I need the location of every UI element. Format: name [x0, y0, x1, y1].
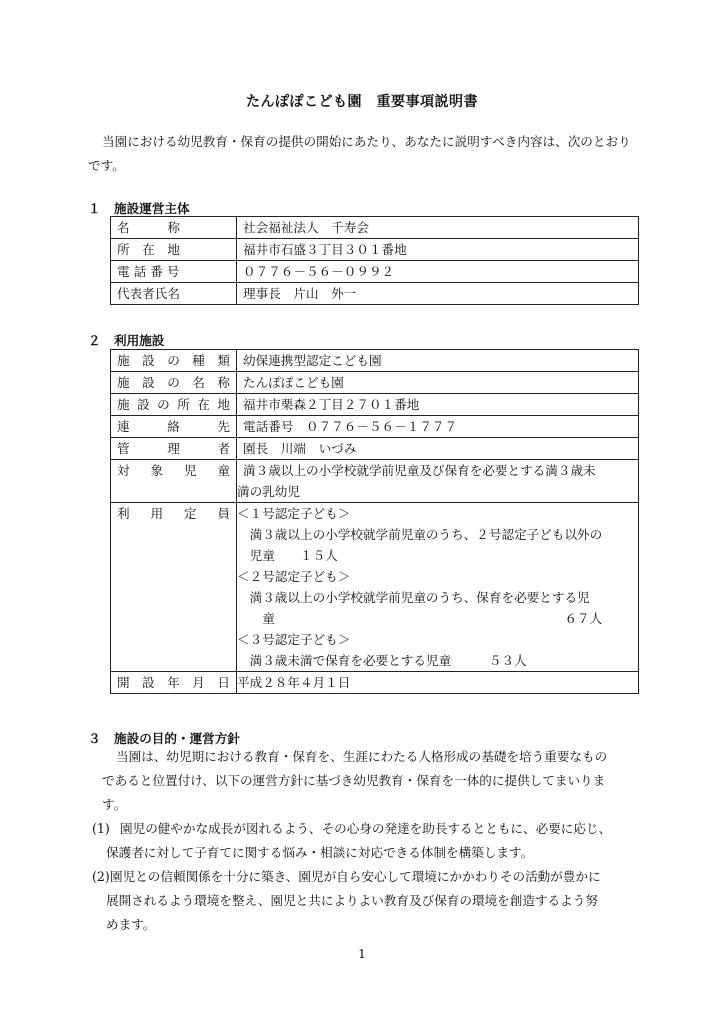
- table-row: [111, 239, 639, 261]
- policy-item-text: 展開されるよう環境を整え、園児と共によりよい教育及び保育の環境を創造するよう努: [106, 893, 598, 908]
- section3-intro-line: 当園は、幼児期における教育・保育を、生涯にわたる人格形成の基礎を培う重要なもの: [116, 749, 608, 764]
- facility-address-label: 施 設 の 所 在 地: [117, 397, 230, 412]
- policy-item-marker: (2): [92, 869, 110, 884]
- capacity-label: 利 用 定 員: [117, 506, 230, 521]
- capacity-value: [237, 503, 639, 672]
- representative-value: 理事長 片山 外一: [237, 283, 639, 305]
- target-children-line: 満の乳幼児: [237, 484, 300, 499]
- facility-name-value: たんぽぽこども園: [237, 372, 639, 394]
- section3-intro-line: す。: [102, 797, 127, 812]
- capacity-line: ＜３号認定子ども＞: [237, 632, 351, 647]
- section2-heading: [88, 330, 164, 349]
- operator-name-label: 名 称: [111, 217, 237, 239]
- section1-number: １: [88, 201, 101, 216]
- table-row: [111, 438, 639, 460]
- table-row: [111, 503, 639, 672]
- policy-item-text: 園児との信頼関係を十分に築き、園児が自ら安心して環境にかかわりその活動が豊かに: [110, 869, 601, 884]
- facility-table: [110, 349, 639, 694]
- section1-heading: [88, 198, 190, 217]
- section1-title: 施設運営主体: [114, 201, 190, 216]
- target-children-label: 対 象 児 童: [117, 463, 230, 478]
- policy-item-1: [92, 817, 642, 865]
- policy-item-text: めます。: [106, 917, 156, 932]
- operator-address-label: 所 在 地: [111, 239, 237, 261]
- section3-intro: [102, 745, 642, 817]
- intro-paragraph: 当園における幼児教育・保育の提供の開始にあたり、あなたに説明すべき内容は、次のとおりです。: [88, 134, 631, 173]
- table-row: [111, 672, 639, 694]
- manager-label: 管 理 者: [117, 441, 230, 456]
- table-row: [111, 416, 639, 438]
- capacity-line: ＜１号認定子ども＞: [237, 506, 351, 521]
- target-children-value: [237, 460, 639, 503]
- facility-name-label: 施 設 の 名 称: [117, 375, 230, 390]
- opening-date-label: 開 設 年 月 日: [117, 675, 230, 690]
- operator-name-value: 社会福祉法人 千寿会: [237, 217, 639, 239]
- contact-value: 電話番号 ０７７６－５６－１７７７: [237, 416, 639, 438]
- operator-table: [110, 216, 639, 305]
- contact-label: 連 絡 先: [117, 419, 230, 434]
- table-row: [111, 394, 639, 416]
- capacity-line: 満３歳以上の小学校就学前児童のうち、２号認定子ども以外の: [237, 527, 603, 542]
- target-children-line: 満３歳以上の小学校就学前児童及び保育を必要とする満３歳未: [243, 463, 596, 478]
- policy-item-2: [92, 865, 642, 937]
- operator-phone-label: 電 話 番 号: [111, 261, 237, 283]
- facility-type-value: 幼保連携型認定こども園: [237, 350, 639, 372]
- table-row: [111, 350, 639, 372]
- table-row: [111, 261, 639, 283]
- manager-value: 園長 川端 いづみ: [237, 438, 639, 460]
- table-row: [111, 372, 639, 394]
- document-title: たんぽぽこども園 重要事項説明書: [246, 94, 478, 110]
- table-row: [111, 283, 639, 305]
- facility-address-value: 福井市栗森２丁目２７０１番地: [237, 394, 639, 416]
- section2-title: 利用施設: [114, 333, 165, 348]
- representative-label: 代表者氏名: [111, 283, 237, 305]
- section2-number: ２: [88, 333, 101, 348]
- opening-date-value: 平成２８年４月１日: [237, 672, 639, 694]
- table-row: [111, 217, 639, 239]
- capacity-line: 満３歳未満で保育を必要とする児童 ５３人: [237, 653, 527, 668]
- operator-address-value: 福井市石盛３丁目３０１番地: [237, 239, 639, 261]
- facility-type-label: 施 設 の 種 類: [117, 353, 230, 368]
- policy-item-text: 園児の健やかな成長が図れるよう、その心身の発達を助長するとともに、必要に応じ、: [120, 821, 612, 836]
- policy-item-text: 保護者に対して子育てに関する悩み・相談に対応できる体制を構築します。: [106, 845, 534, 860]
- section3-title: 施設の目的・運営方針: [114, 731, 240, 746]
- page-number: 1: [358, 947, 366, 961]
- capacity-line: ＜２号認定子ども＞: [237, 569, 351, 584]
- capacity-line: 満３歳以上の小学校就学前児童のうち、保育を必要とする児: [237, 590, 590, 605]
- capacity-line: 児童 １５人: [237, 548, 338, 563]
- table-row: [111, 460, 639, 503]
- capacity-line: 童 ６７人: [237, 611, 603, 626]
- section3-intro-line: であると位置付け、以下の運営方針に基づき幼児教育・保育を一体的に提供してまいりま: [102, 773, 606, 788]
- operator-phone-value: ０７７６－５６－０９９２: [237, 261, 639, 283]
- policy-item-marker: (1): [92, 821, 110, 836]
- section3-number: ３: [88, 731, 101, 746]
